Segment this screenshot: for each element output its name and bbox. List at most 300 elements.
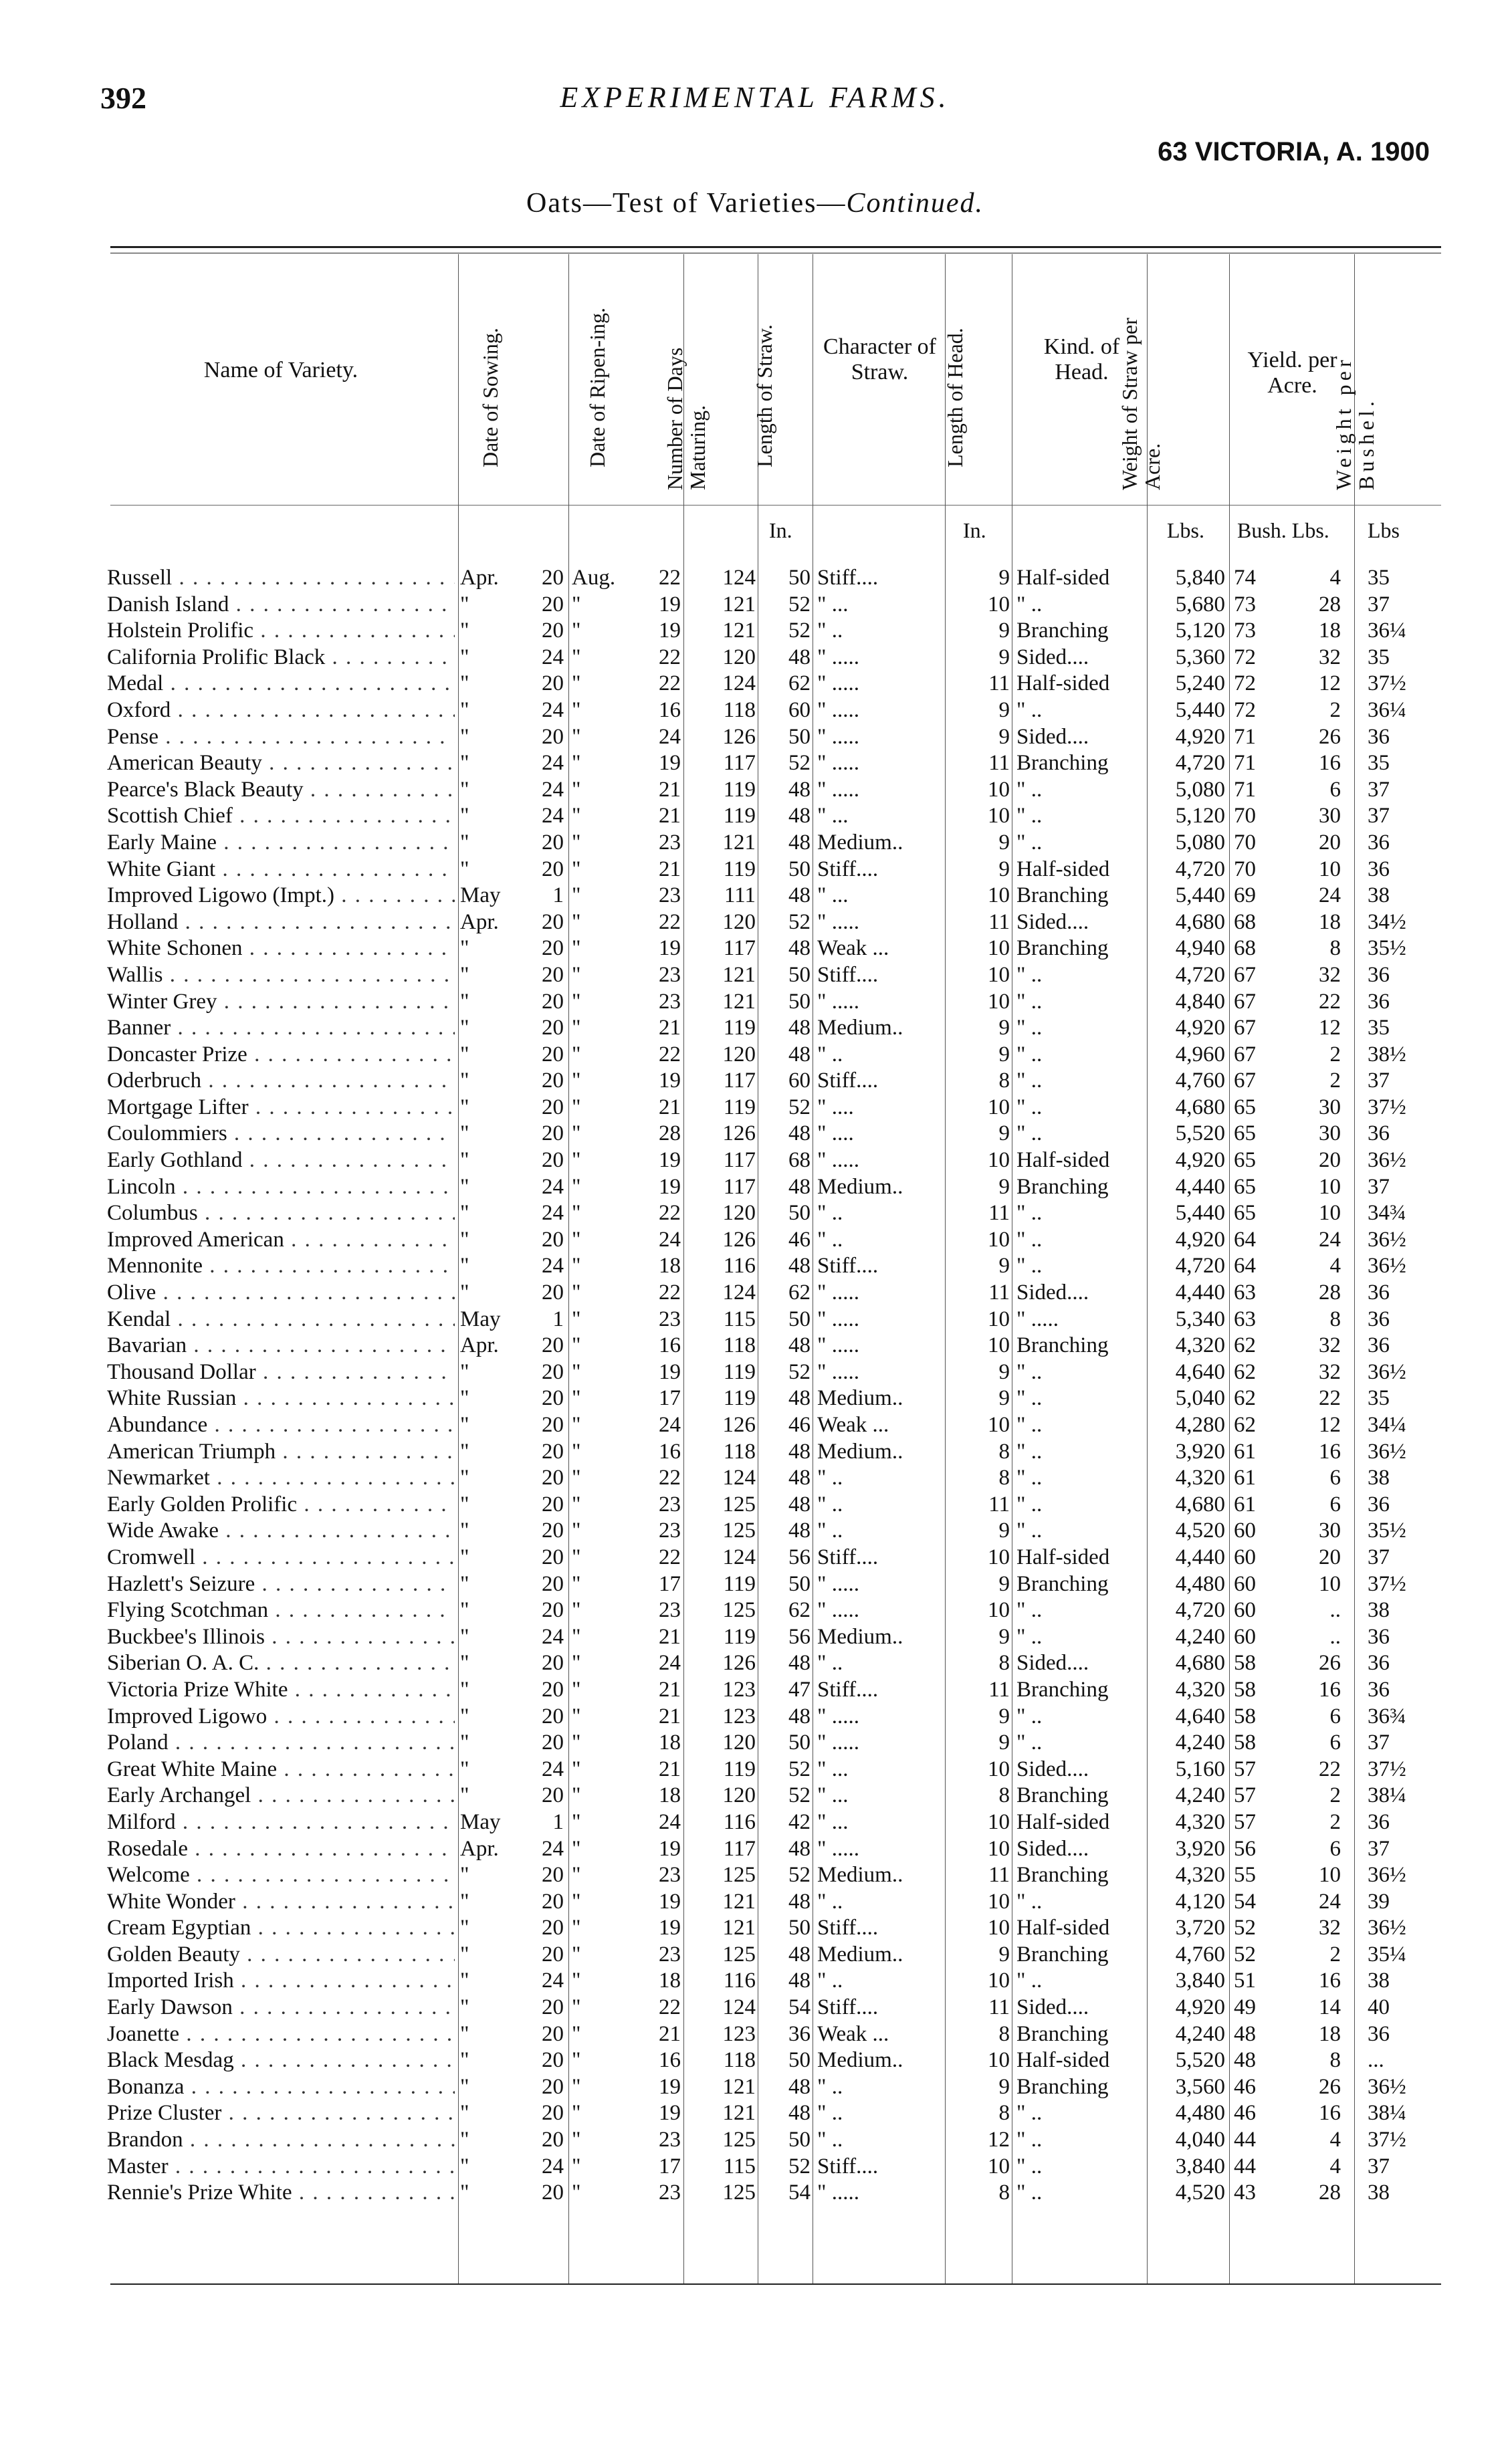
ripening-month: "	[572, 1757, 581, 1781]
days-maturing: 117	[723, 1069, 756, 1093]
head-kind: Branching	[1016, 936, 1109, 961]
head-length: 12	[988, 2128, 1010, 2152]
ripening-day: 21	[659, 1677, 681, 1702]
yield-bushels: 57	[1234, 1783, 1256, 1808]
straw-length: 56	[788, 1545, 811, 1569]
table-row	[0, 1465, 1510, 1492]
table-row	[0, 909, 1510, 936]
days-maturing: 119	[723, 857, 756, 881]
days-maturing: 120	[722, 1201, 756, 1226]
ripening-day: 16	[659, 1439, 681, 1464]
sowing-month: "	[460, 1969, 469, 1993]
straw-weight: 4,320	[1175, 1466, 1225, 1490]
ripening-month: "	[572, 697, 581, 722]
yield-bushels: 57	[1234, 1757, 1256, 1781]
ripening-day: 19	[659, 592, 681, 617]
ripening-month: "	[572, 1121, 581, 1146]
straw-character: " ....	[817, 1095, 854, 1119]
bushel-weight: 36½	[1368, 1254, 1406, 1278]
yield-bushels: 65	[1234, 1121, 1256, 1146]
bushel-weight: 36	[1368, 989, 1390, 1014]
sowing-month: "	[460, 1386, 469, 1411]
straw-length: 42	[788, 1809, 811, 1834]
days-maturing: 124	[722, 1545, 756, 1569]
ripening-month: "	[572, 1889, 581, 1914]
head-length: 8	[998, 1651, 1010, 1676]
ripening-month: "	[572, 1704, 581, 1728]
table-row	[0, 1704, 1510, 1730]
yield-bushels: 61	[1234, 1492, 1256, 1517]
yield-bushels: 63	[1234, 1280, 1256, 1305]
head-kind: " ..	[1016, 1095, 1043, 1119]
ripening-day: 19	[659, 2074, 681, 2099]
yield-lbs: 32	[1319, 1333, 1341, 1358]
sowing-day: 20	[542, 936, 564, 961]
table-row	[0, 935, 1510, 962]
ripening-month: "	[572, 1995, 581, 2020]
variety-name: Thousand Dollar . . .	[107, 1359, 455, 1386]
head-kind: Sided....	[1016, 1757, 1089, 1781]
straw-weight: 4,960	[1175, 1042, 1225, 1067]
head-kind: " ..	[1016, 1201, 1043, 1226]
ripening-day: 23	[659, 962, 681, 987]
straw-length: 48	[788, 804, 811, 828]
variety-name: Lincoln . . .	[107, 1174, 455, 1201]
head-kind: Half-sided	[1016, 857, 1110, 881]
head-length: 9	[998, 619, 1010, 643]
straw-length: 48	[788, 1969, 811, 1993]
straw-length: 60	[788, 697, 811, 722]
sowing-day: 20	[542, 857, 564, 881]
table-row	[0, 1359, 1510, 1386]
head-kind: Sided....	[1016, 1651, 1089, 1676]
head-length: 10	[988, 1757, 1010, 1781]
yield-bushels: 43	[1234, 2180, 1256, 2205]
straw-character: " ..	[817, 2074, 843, 2099]
straw-weight: 4,720	[1175, 1254, 1225, 1278]
sowing-day: 20	[542, 1942, 564, 1967]
bushel-weight: 37	[1368, 804, 1390, 828]
sowing-day: 20	[542, 1863, 564, 1888]
head-kind: Branching	[1016, 2074, 1109, 2099]
head-kind: " ..	[1016, 962, 1043, 987]
head-kind: Sided....	[1016, 724, 1089, 749]
ripening-day: 23	[659, 1519, 681, 1543]
head-kind: " ..	[1016, 804, 1043, 828]
yield-bushels: 65	[1234, 1095, 1256, 1119]
days-maturing: 121	[722, 962, 756, 987]
yield-bushels: 44	[1234, 2128, 1256, 2152]
sowing-day: 20	[542, 1095, 564, 1119]
ripening-month: "	[572, 2180, 581, 2205]
header-bottom-rule	[110, 505, 1441, 506]
days-maturing: 117	[723, 1836, 756, 1861]
table-row	[0, 1068, 1510, 1095]
straw-weight: 4,520	[1175, 1519, 1225, 1543]
yield-bushels: 63	[1234, 1307, 1256, 1331]
sowing-month: Apr.	[460, 1333, 499, 1358]
table-row	[0, 1650, 1510, 1677]
head-length: 11	[988, 671, 1010, 696]
variety-name: Winter Grey . . .	[107, 989, 455, 1016]
straw-weight: 4,480	[1175, 1571, 1225, 1596]
head-kind: Sided....	[1016, 1995, 1089, 2020]
variety-name: Brandon . . .	[107, 2127, 455, 2154]
straw-length: 52	[788, 619, 811, 643]
bushel-weight: 36	[1368, 962, 1390, 987]
sowing-month: "	[460, 1439, 469, 1464]
yield-bushels: 58	[1234, 1651, 1256, 1676]
ripening-day: 23	[659, 989, 681, 1014]
ripening-day: 18	[659, 1254, 681, 1278]
sowing-month: "	[460, 1413, 469, 1437]
straw-length: 50	[788, 2128, 811, 2152]
bushel-weight: 36½	[1368, 1359, 1406, 1384]
straw-character: " .....	[817, 724, 859, 749]
straw-weight: 5,440	[1175, 883, 1225, 908]
head-kind: " ..	[1016, 1624, 1043, 1649]
ripening-day: 24	[659, 724, 681, 749]
head-kind: Branching	[1016, 1333, 1109, 1358]
yield-lbs: 26	[1319, 724, 1341, 749]
days-maturing: 119	[723, 1095, 756, 1119]
table-row	[0, 2127, 1510, 2154]
yield-lbs: ..	[1329, 1598, 1341, 1623]
head-kind: " ..	[1016, 1069, 1043, 1093]
straw-length: 48	[788, 1651, 811, 1676]
yield-bushels: 51	[1234, 1969, 1256, 1993]
variety-name: California Prolific Black . . .	[107, 645, 455, 671]
table-row	[0, 2100, 1510, 2127]
ripening-day: 19	[659, 2101, 681, 2126]
unit-straw-weight: Lbs.	[1167, 518, 1204, 542]
straw-weight: 4,480	[1175, 2101, 1225, 2126]
yield-bushels: 74	[1234, 566, 1256, 590]
head-kind: Half-sided	[1016, 1148, 1110, 1173]
straw-character: Weak ...	[817, 2021, 889, 2046]
table-row	[0, 750, 1510, 777]
yield-lbs: 18	[1319, 2021, 1341, 2046]
ripening-day: 16	[659, 697, 681, 722]
straw-character: Medium..	[817, 830, 903, 855]
head-kind: " ..	[1016, 697, 1043, 722]
yield-lbs: 2	[1329, 697, 1341, 722]
head-kind: " ..	[1016, 1016, 1043, 1040]
sowing-month: "	[460, 1598, 469, 1623]
bushel-weight: 34¼	[1368, 1413, 1406, 1437]
head-kind: Half-sided	[1016, 566, 1110, 590]
yield-bushels: 72	[1234, 697, 1256, 722]
yield-lbs: 24	[1319, 1889, 1341, 1914]
yield-bushels: 64	[1234, 1227, 1256, 1252]
head-length: 9	[998, 830, 1010, 855]
variety-name: Wide Awake . . .	[107, 1518, 455, 1545]
straw-length: 50	[788, 857, 811, 881]
head-length: 10	[988, 2048, 1010, 2073]
straw-character: Weak ...	[817, 936, 889, 961]
straw-weight: 4,320	[1175, 1333, 1225, 1358]
sowing-month: "	[460, 1624, 469, 1649]
bushel-weight: 37	[1368, 1730, 1390, 1755]
sowing-day: 20	[542, 1069, 564, 1093]
yield-bushels: 46	[1234, 2101, 1256, 2126]
sowing-month: "	[460, 1095, 469, 1119]
straw-length: 54	[788, 1995, 811, 2020]
straw-character: Stiff....	[817, 1677, 879, 1702]
straw-length: 52	[788, 1783, 811, 1808]
head-length: 10	[988, 1809, 1010, 1834]
table-row	[0, 803, 1510, 830]
variety-name: Great White Maine . . .	[107, 1757, 455, 1783]
straw-weight: 4,440	[1175, 1280, 1225, 1305]
straw-weight: 5,080	[1175, 777, 1225, 802]
table-row	[0, 1492, 1510, 1519]
head-length: 10	[988, 1095, 1010, 1119]
ripening-day: 21	[659, 1624, 681, 1649]
straw-weight: 4,440	[1175, 1174, 1225, 1199]
sowing-day: 20	[542, 1545, 564, 1569]
sowing-month: "	[460, 1942, 469, 1967]
variety-name: Welcome . . .	[107, 1862, 455, 1889]
table-row	[0, 697, 1510, 724]
straw-length: 52	[788, 1359, 811, 1384]
bushel-weight: 38	[1368, 1969, 1390, 1993]
sowing-month: "	[460, 724, 469, 749]
yield-lbs: 8	[1329, 1307, 1341, 1331]
straw-character: Stiff....	[817, 1069, 879, 1093]
yield-lbs: 2	[1329, 1042, 1341, 1067]
straw-weight: 4,840	[1175, 989, 1225, 1014]
bushel-weight: 37½	[1368, 671, 1406, 696]
head-kind: " ..	[1016, 592, 1043, 617]
head-kind: Branching	[1016, 1863, 1109, 1888]
sowing-month: "	[460, 1704, 469, 1728]
ripening-month: "	[572, 1598, 581, 1623]
variety-name: Banner . . .	[107, 1015, 455, 1042]
yield-lbs: 4	[1329, 566, 1341, 590]
straw-length: 46	[788, 1227, 811, 1252]
straw-character: " ....	[817, 1121, 854, 1146]
ripening-month: "	[572, 619, 581, 643]
straw-weight: 4,440	[1175, 1545, 1225, 1569]
table-top-rule	[110, 246, 1441, 248]
yield-lbs: 18	[1319, 909, 1341, 934]
bushel-weight: 36½	[1368, 1916, 1406, 1940]
sowing-day: 20	[542, 1121, 564, 1146]
straw-weight: 5,120	[1175, 804, 1225, 828]
sowing-month: "	[460, 1042, 469, 1067]
variety-name: Oxford . . .	[107, 697, 455, 724]
variety-name: Cream Egyptian . . .	[107, 1915, 455, 1942]
head-kind: " ..	[1016, 1042, 1043, 1067]
bushel-weight: ...	[1368, 2048, 1384, 2073]
head-kind: Branching	[1016, 751, 1109, 776]
yield-lbs: 30	[1319, 1519, 1341, 1543]
straw-character: Medium..	[817, 1439, 903, 1464]
days-maturing: 123	[722, 1677, 756, 1702]
ripening-day: 24	[659, 1227, 681, 1252]
days-maturing: 119	[723, 777, 756, 802]
bushel-weight: 38	[1368, 1466, 1390, 1490]
straw-weight: 4,240	[1175, 1730, 1225, 1755]
head-length: 10	[988, 1307, 1010, 1331]
header-length-of-head: Length of Head.	[943, 328, 967, 467]
yield-bushels: 70	[1234, 804, 1256, 828]
head-length: 9	[998, 566, 1010, 590]
bushel-weight: 36½	[1368, 1863, 1406, 1888]
head-kind: Half-sided	[1016, 1916, 1110, 1940]
sowing-month: "	[460, 1174, 469, 1199]
ripening-day: 19	[659, 1069, 681, 1093]
straw-character: " .....	[817, 777, 859, 802]
straw-character: " .....	[817, 1359, 859, 1384]
days-maturing: 125	[722, 1942, 756, 1967]
ripening-day: 18	[659, 1783, 681, 1808]
sowing-day: 20	[542, 1783, 564, 1808]
yield-bushels: 46	[1234, 2074, 1256, 2099]
yield-lbs: 16	[1319, 1439, 1341, 1464]
straw-length: 48	[788, 1386, 811, 1411]
straw-character: Medium..	[817, 1016, 903, 1040]
straw-length: 48	[788, 1836, 811, 1861]
yield-bushels: 71	[1234, 724, 1256, 749]
bushel-weight: 36½	[1368, 1148, 1406, 1173]
straw-weight: 4,640	[1175, 1704, 1225, 1728]
straw-character: " ..	[817, 1889, 843, 1914]
bushel-weight: 36½	[1368, 1227, 1406, 1252]
straw-weight: 4,680	[1175, 909, 1225, 934]
ripening-day: 22	[659, 1466, 681, 1490]
days-maturing: 118	[723, 1439, 756, 1464]
days-maturing: 121	[722, 989, 756, 1014]
straw-character: " .....	[817, 1598, 859, 1623]
straw-length: 48	[788, 1174, 811, 1199]
header-weight-per-bushel: Weight per Bushel.	[1331, 356, 1378, 490]
straw-length: 48	[788, 1704, 811, 1728]
straw-character: " .....	[817, 1307, 859, 1331]
variety-name: Buckbee's Illinois . . .	[107, 1624, 455, 1651]
straw-weight: 4,240	[1175, 1624, 1225, 1649]
straw-character: " .....	[817, 697, 859, 722]
head-length: 10	[988, 1413, 1010, 1437]
head-length: 9	[998, 1730, 1010, 1755]
bushel-weight: 37½	[1368, 1757, 1406, 1781]
table-row	[0, 1280, 1510, 1307]
sowing-day: 24	[542, 645, 564, 669]
ripening-day: 22	[659, 671, 681, 696]
table-bottom-rule	[110, 2283, 1441, 2285]
straw-weight: 5,360	[1175, 645, 1225, 669]
head-kind: Branching	[1016, 2021, 1109, 2046]
header-date-of-sowing: Date of Sowing.	[478, 328, 502, 467]
ripening-month: "	[572, 2074, 581, 2099]
head-length: 9	[998, 724, 1010, 749]
yield-bushels: 73	[1234, 619, 1256, 643]
head-length: 11	[988, 1201, 1010, 1226]
sowing-day: 20	[542, 2074, 564, 2099]
straw-weight: 5,440	[1175, 1201, 1225, 1226]
head-length: 9	[998, 697, 1010, 722]
yield-bushels: 62	[1234, 1333, 1256, 1358]
straw-weight: 4,720	[1175, 857, 1225, 881]
head-length: 9	[998, 1704, 1010, 1728]
bushel-weight: 37	[1368, 1069, 1390, 1093]
sowing-day: 20	[542, 1148, 564, 1173]
straw-character: Medium..	[817, 1624, 903, 1649]
straw-weight: 4,040	[1175, 2128, 1225, 2152]
yield-bushels: 64	[1234, 1254, 1256, 1278]
sowing-day: 1	[552, 1809, 564, 1834]
yield-bushels: 62	[1234, 1386, 1256, 1411]
yield-lbs: 8	[1329, 936, 1341, 961]
days-maturing: 120	[722, 1042, 756, 1067]
straw-weight: 4,280	[1175, 1413, 1225, 1437]
variety-name: American Beauty . . .	[107, 750, 455, 777]
straw-length: 50	[788, 724, 811, 749]
variety-name: Black Mesdag . . .	[107, 2047, 455, 2074]
table-row	[0, 883, 1510, 909]
variety-name: Kendal . . .	[107, 1307, 455, 1333]
variety-name: Improved American . . .	[107, 1227, 455, 1254]
table-title-continued: Continued.	[846, 188, 984, 219]
yield-lbs: 2	[1329, 1069, 1341, 1093]
head-kind: " ..	[1016, 989, 1043, 1014]
sowing-month: "	[460, 1069, 469, 1093]
straw-weight: 4,760	[1175, 1069, 1225, 1093]
ripening-month: "	[572, 989, 581, 1014]
sowing-month: Apr.	[460, 909, 499, 934]
yield-bushels: 67	[1234, 989, 1256, 1014]
variety-name: American Triumph . . .	[107, 1439, 455, 1466]
days-maturing: 121	[722, 2074, 756, 2099]
straw-weight: 4,680	[1175, 1492, 1225, 1517]
head-kind: " ..	[1016, 1492, 1043, 1517]
ripening-day: 23	[659, 1942, 681, 1967]
straw-length: 52	[788, 909, 811, 934]
ripening-month: "	[572, 1545, 581, 1569]
ripening-day: 24	[659, 1809, 681, 1834]
head-length: 9	[998, 645, 1010, 669]
ripening-month: "	[572, 857, 581, 881]
unit-head-length: In.	[963, 518, 986, 542]
ripening-month: "	[572, 1942, 581, 1967]
table-title	[0, 187, 1510, 219]
days-maturing: 120	[722, 645, 756, 669]
head-kind: " ..	[1016, 1121, 1043, 1146]
sowing-day: 24	[542, 1254, 564, 1278]
sowing-month: "	[460, 1783, 469, 1808]
yield-bushels: 67	[1234, 962, 1256, 987]
ripening-day: 22	[659, 566, 681, 590]
ripening-day: 22	[659, 909, 681, 934]
sowing-month: "	[460, 1757, 469, 1781]
head-length: 8	[998, 1439, 1010, 1464]
straw-character: " .....	[817, 1730, 859, 1755]
yield-lbs: 4	[1329, 2128, 1341, 2152]
sowing-month: "	[460, 1466, 469, 1490]
sowing-day: 24	[542, 1624, 564, 1649]
ripening-day: 23	[659, 883, 681, 908]
ripening-month: "	[572, 2021, 581, 2046]
yield-lbs: 30	[1319, 1121, 1341, 1146]
head-kind: Half-sided	[1016, 1545, 1110, 1569]
straw-character: " ...	[817, 592, 849, 617]
yield-bushels: 71	[1234, 751, 1256, 776]
straw-length: 48	[788, 830, 811, 855]
yield-lbs: 28	[1319, 1280, 1341, 1305]
head-length: 9	[998, 1121, 1010, 1146]
ripening-day: 23	[659, 1492, 681, 1517]
